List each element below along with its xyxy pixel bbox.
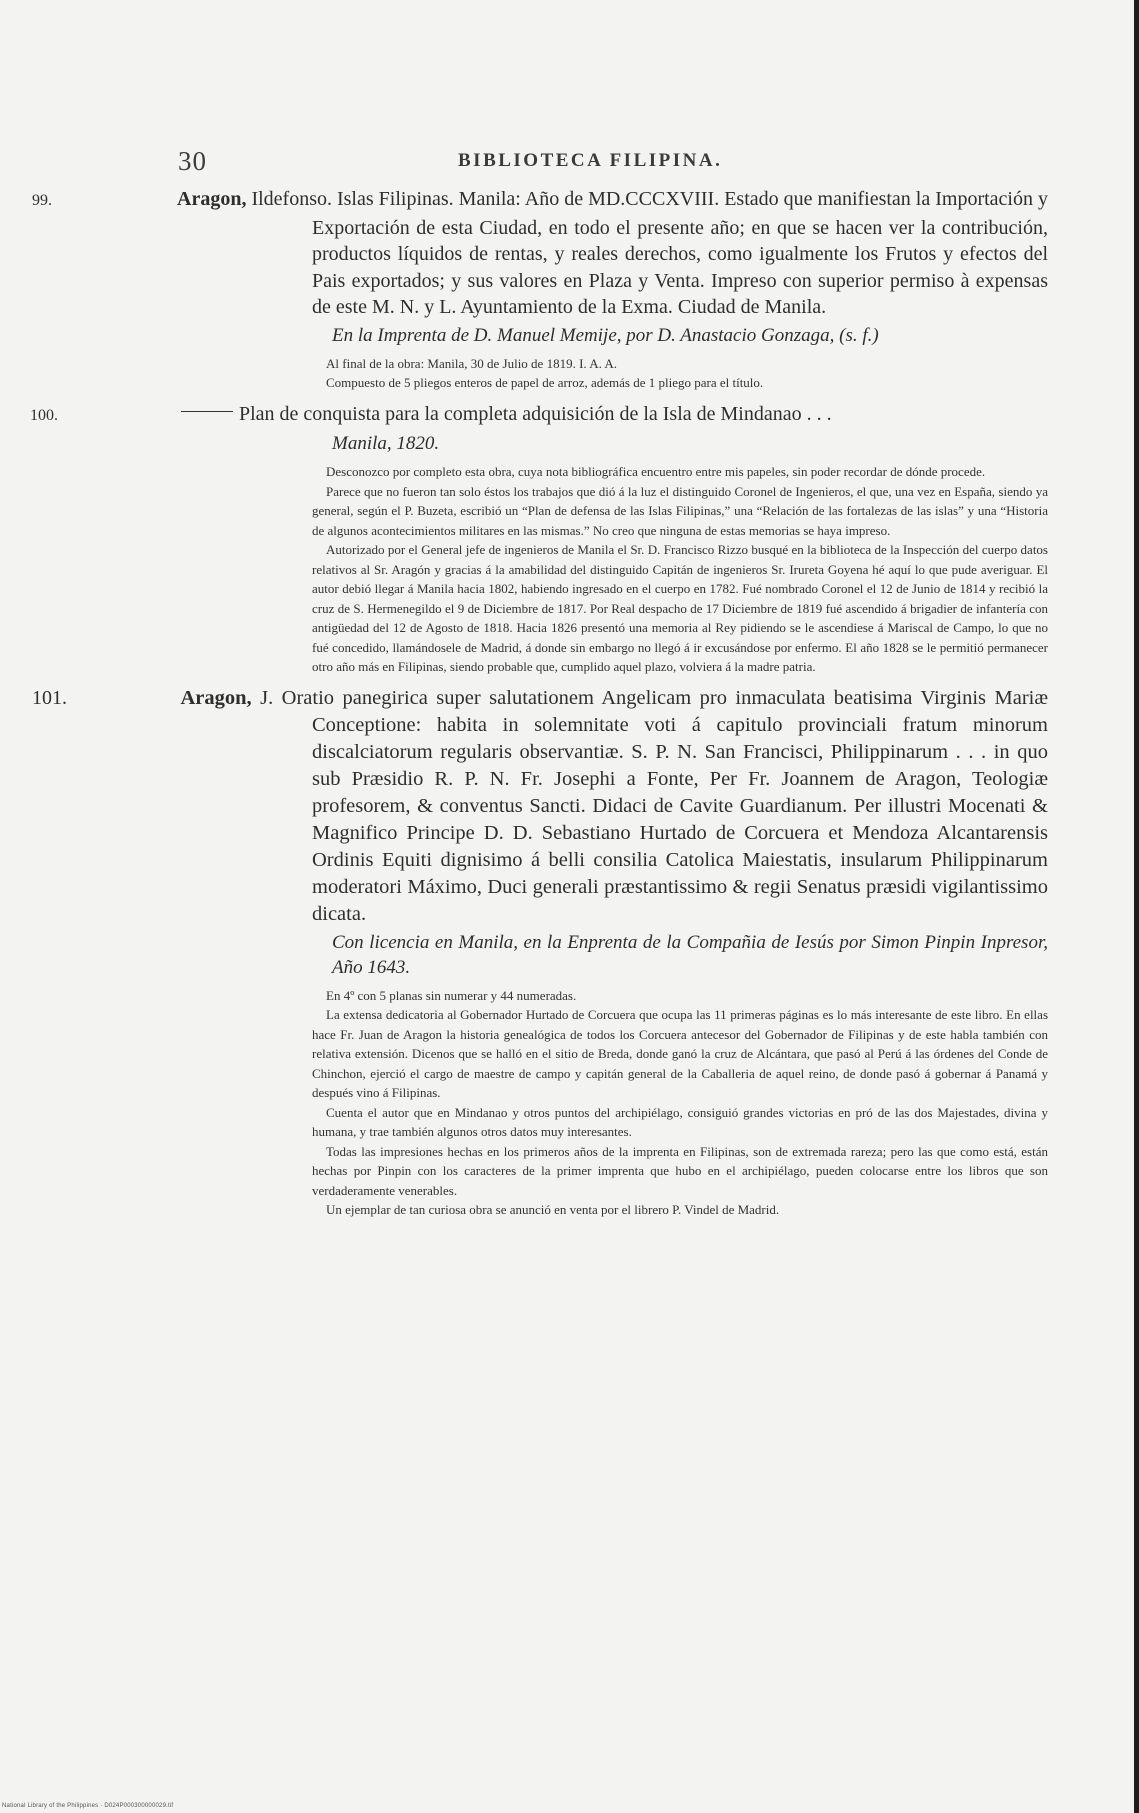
- entry-title-text: Plan de conquista para la completa adquisición de la Isla de Mindanao . . .: [239, 402, 832, 425]
- entry-author: Aragon,: [180, 686, 252, 709]
- entry-heading: 99. Aragon, Ildefonso. Islas Filipinas. Manila: Año de MD.CCCXVIII. Estado que manifiestan la Importación y Exportación de esta Ciudad, en todo el presente año; en que se hacen ver la contribución, productos líquidos de rentas, y reales derechos, como igualmente los Frutos y efectos del Pais exportados; y sus valores en Plaza y Venta. Impreso con superior permiso à expensas de este M. N. y L. Ayuntamiento de la Exma. Ciudad de Manila.: [32, 188, 1048, 318]
- entry-note: Parece que no fueron tan solo éstos los trabajos que dió á la luz el distinguido Coronel de Ingenieros, el que, una vez en España, siendo ya general, según el P. Buzeta, escribió un “Plan de defensa de las Islas Filipinas,” una “Relación de las fortalezas de las islas” y una “Historia de algunos acontecimientos militares en las mismas.” No creo que ninguna de estas memorias se haya impreso.: [312, 483, 1048, 538]
- running-head: [178, 146, 1048, 186]
- entry-note: Al final de la obra: Manila, 30 de Julio de 1819. I. A. A.: [326, 355, 618, 371]
- entry-note: Cuenta el autor que en Mindanao y otros puntos del archipiélago, consiguió grandes victorias en pró de las dos Majestades, divina y humana, y trae también algunos otros datos muy interesantes.: [312, 1104, 1048, 1139]
- entry-note: Desconozco por completo esta obra, cuya nota bibliográfica encuentro entre mis papeles, sin poder recordar de dónde procede.: [326, 464, 986, 479]
- entry-author: Aragon,: [177, 188, 247, 210]
- ditto-dash: [181, 411, 233, 412]
- page-title: BIBLIOTECA FILIPINA.: [458, 150, 723, 171]
- bibliography-content: [30, 186, 1049, 1228]
- entry-100: [30, 401, 1048, 677]
- entry-title-text: Ildefonso. Islas Filipinas. Manila: Año de MD.CCCXVIII. Estado que manifiestan la Importación y Exportación de esta Ciudad, en todo el presente año; en que se hacen ver la contribución, productos líquidos de rentas, y reales derechos, como igualmente los Frutos y efectos del Pais exportados; y sus valores en Plaza y Venta. Impreso con superior permiso à expensas de este M. N. y L. Ayuntamiento de la Exma. Ciudad de Manila.: [246, 188, 1048, 318]
- entry-note: Todas las impresiones hechas en los primeros años de la imprenta en Filipinas, son de extremada rareza; pero las que como está, están hechas por Pinpin con los caracteres de la primer imprenta que hubo en el archipiélago, pueden colocarse entre los libros que son verdaderamente venerables.: [312, 1143, 1048, 1198]
- entry-99: [32, 186, 1048, 393]
- entry-101: [32, 685, 1049, 1220]
- entry-imprint: Manila, 1820.: [332, 433, 440, 454]
- entry-note: Autorizado por el General jefe de ingenieros de Manila el Sr. D. Francisco Rizzo busqué en la biblioteca de la Inspección del cuerpo datos relativos al Sr. Aragón y gracias á la amabilidad del distinguido Capitán de ingenieros Sr. Irureta Goyena hé aquí lo que pude averiguar. El autor debió llegar á Manila hacia 1802, habiendo ingresado en el cuerpo en 1782. Fué nombrado Coronel el 12 de Junio de 1814 y recibió la cruz de S. Hermenegildo el 9 de Diciembre de 1817. Por Real despacho de 17 Diciembre de 1819 fué ascendido á brigadier de infantería con antigüedad del 12 de Agosto de 1818. Hacia 1826 presentó una memoria al Rey pidiendo se le ascendiese á Mariscal de Campo, lo que no fué concedido, llamándosele de Madrid, á donde sin embargo no llegó á ir excusándose por enfermo. El año 1828 se le permitió permanecer otro año más en Filipinas, siendo probable que, cumplido aquel plazo, volviera á la madre patria.: [312, 542, 1048, 674]
- entry-heading: 100. Plan de conquista para la completa adquisición de la Isla de Mindanao . . .: [30, 402, 832, 425]
- entry-imprint: En la Imprenta de D. Manuel Memije, por D. Anastacio Gonzaga, (s. f.): [332, 324, 879, 346]
- entry-imprint: Con licencia en Manila, en la Enprenta de la Compañia de Iesús por Simon Pinpin Inpresor, Año 1643.: [332, 931, 1048, 978]
- scan-credit: National Library of the Philippines · D024P000300000029.tif: [2, 1803, 174, 1809]
- entry-note: La extensa dedicatoria al Gobernador Hurtado de Corcuera que ocupa las 11 primeras páginas es lo más interesante de este libro. En ellas hace Fr. Juan de Aragon la historia genealógica de todos los Corcuera antecesor del Gobernador de Filipinas y de este habla también con relativa extensión. Dicenos que se halló en el sitio de Breda, donde ganó la cruz de Alcántara, que pasó al Perú á las órdenes del Conde de Chinchon, ejerció el cargo de maestre de campo y capitán general de la Caballeria de aquel reino, de donde pasó á gobernar á Panamá y después vino á Filipinas.: [312, 1007, 1048, 1100]
- entry-note: Compuesto de 5 pliegos enteros de papel de arroz, además de 1 pliego para el título.: [326, 375, 764, 390]
- entry-note: Un ejemplar de tan curiosa obra se anunció en venta por el librero P. Vindel de Madrid.: [326, 1202, 780, 1217]
- entry-note: En 4º con 5 planas sin numerar y 44 numeradas.: [326, 987, 577, 1003]
- entry-title-text: J. Oratio panegirica super salutationem Angelicam pro inmaculata beatisima Virginis Mariæ Conceptione: habita in solemnitate voti á capitulo provinciali fratum minorum discalciatorum regularis observantiæ. S. P. N. San Francisci, Philippinarum . . . in quo sub Præsidio R. P. N. Fr. Josephi a Fonte, Per Fr. Joannem de Aragon, Teologiæ profesorem, & conventus Sancti. Didaci de Cavite Guardianum. Per illustri Mocenati & Magnifico Principe D. D. Sebastiano Hurtado de Corcuera et Mendoza Alcantarensis Ordinis Equiti dignisimo á belli consilia Catolica Maiestatis, insularum Philippinarum moderatori Máximo, Duci generali præstantissimo & regii Senatus præsidi vigilantissimo dicata.: [251, 686, 1049, 925]
- entry-heading: 101. Aragon, J. Oratio panegirica super salutationem Angelicam pro inmaculata beatisima Virginis Mariæ Conceptione: habita in solemnitate voti á capitulo provinciali fratum minorum discalciatorum regularis observantiæ. S. P. N. San Francisci, Philippinarum . . . in quo sub Præsidio R. P. N. Fr. Josephi a Fonte, Per Fr. Joannem de Aragon, Teologiæ profesorem, & conventus Sancti. Didaci de Cavite Guardianum. Per illustri Mocenati & Magnifico Principe D. D. Sebastiano Hurtado de Corcuera et Mendoza Alcantarensis Ordinis Equiti dignisimo á belli consilia Catolica Maiestatis, insularum Philippinarum moderatori Máximo, Duci generali præstantissimo & regii Senatus præsidi vigilantissimo dicata.: [32, 686, 1049, 925]
- page-number: 30: [178, 146, 207, 176]
